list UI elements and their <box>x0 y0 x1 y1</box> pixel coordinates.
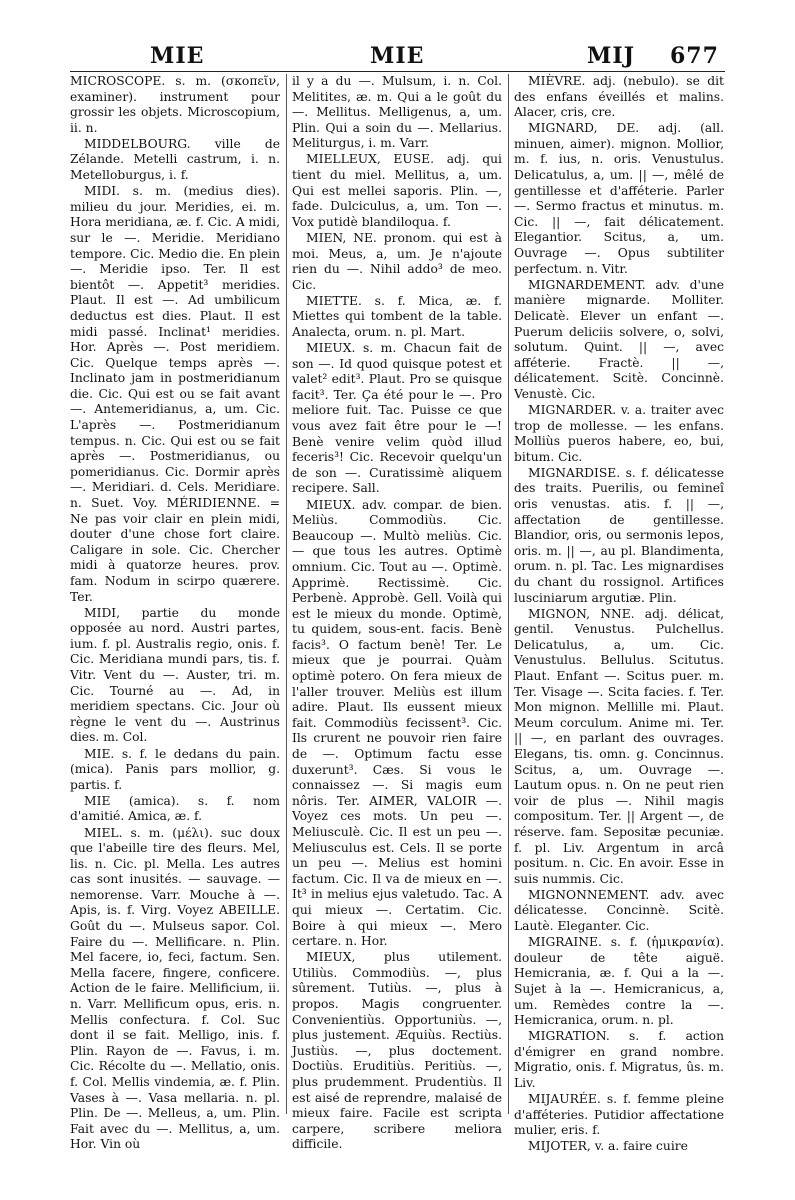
column-2 <box>292 74 502 1152</box>
column-divider <box>508 74 509 1114</box>
entry: MIÈVRE. adj. (nebulo). se dit des enfans éveillés et malins. Alacer, cris, cre. <box>514 74 724 120</box>
entry: MIE. s. f. le dedans du pain. (mica). Panis pars mollior, g. partis. f. <box>70 746 280 792</box>
page-header <box>70 42 725 72</box>
entry: MIGNARDEMENT. adv. d'une manière mignarde. Molliter. Delicatè. Elever un enfant —. Puerum deliciis solvere, o, solvi, solutum. Quint. || —, avec afféterie. Fractè. || —, délicatement. Scitè. Concinnè. Venustè. Cic. <box>514 277 724 401</box>
entry: MIETTE. s. f. Mica, æ. f. Miettes qui tombent de la table. Analecta, orum. n. pl. Mart. <box>292 293 502 339</box>
entry: MIE (amica). s. f. nom d'amitié. Amica, æ. f. <box>70 793 280 824</box>
entry: MICROSCOPE. s. m. (σκοπεῖν, examiner). instrument pour grossir les objets. Microscopium, ii. n. <box>70 74 280 135</box>
right-guide-word: MIJ <box>587 43 636 69</box>
entry: MIEUX. adv. compar. de bien. Meliùs. Commodiùs. Cic. Beaucoup —. Multò meliùs. Cic. — que tous les autres. Optimè omnium. Cic. Tout au —. Optimè. Apprimè. Rectissimè. Cic. Perbenè. Approbè. Gell. Voilà qui est le mieux du monde. Optimè, tu quidem, sous-ent. facis. Benè facis³. O factum benè! Ter. Le mieux que je pourrai. Quàm optimè potero. On fera mieux de l'aller trouver. Meliùs est illum adire. Plaut. Ils eussent mieux fait. Commodiùs fecissent³. Cic. Ils crurent ne pouvoir rien faire de —. Optimum factu esse duxerunt³. Cæs. Si vous le connaissez —. Si magis eum nôris. Ter. AIMER, VALOIR —. Voyez ces mots. Un peu —. Meliusculè. Cic. Il est un peu —. Meliusculus est. Cels. Il se porte un peu —. Melius est homini factum. Cic. Il va de mieux en —. It³ in melius ejus valetudo. Tac. A qui mieux —. Certatim. Cic. Boire à qui mieux —. Mero certare. n. Hor. <box>292 497 502 949</box>
entry: MIDI, partie du monde opposée au nord. Austri partes, ium. f. pl. Australis regio, onis. f. Cic. Meridiana mundi pars, tis. f. Vitr. Vent du —. Auster, tri. m. Cic. Tourné au —. Ad, in meridiem spectans. Cic. Jour où règne le vent du —. Austrinus dies. m. Col. <box>70 605 280 745</box>
entry: MIEUX, plus utilement. Utiliùs. Commodiùs. —, plus sûrement. Tutiùs. —, plus à propos. Magis congruenter. Convenientiùs. Opportuniùs. —, plus justement. Æquiùs. Rectiùs. Justiùs. —, plus doctement. Doctiùs. Eruditiùs. Peritiùs. —, plus prudemment. Prudentiùs. Il est aisé de reprendre, malaisé de mieux faire. Facile est scripta carpere, scribere meliora difficile. <box>292 950 502 1152</box>
entry: MIGRAINE. s. f. (ἡμικρανία). douleur de tête aiguë. Hemicrania, æ. f. Qui a la —. Sujet à la —. Hemicranicus, a, um. Remèdes contre la —. Hemicranica, orum. n. pl. <box>514 935 724 1028</box>
entry: MIEUX. s. m. Chacun fait de son —. Id quod quisque potest et valet² edit³. Plaut. Pro se quisque facit³. Ter. Ça été pour le —. Pro meliore fuit. Tac. Puisse ce que vous avez fait être pour le —! Benè venire velim quòd illud feceris³! Cic. Recevoir quelqu'un de son —. Curatissimè aliquem recipere. Sall. <box>292 341 502 496</box>
header-rule <box>70 71 725 72</box>
page-number: 677 <box>670 43 719 69</box>
column-3 <box>514 74 724 1154</box>
left-guide-word: MIE <box>150 43 205 69</box>
dictionary-page <box>70 42 725 1154</box>
entry: MIDI. s. m. (medius dies). milieu du jour. Meridies, ei. m. Hora meridiana, æ. f. Cic. A midi, sur le —. Meridie. Meridiano tempore. Cic. Medio die. En plein —. Meridie ipso. Ter. Il est bientôt —. Appetit³ meridies. Plaut. Il est —. Ad umbilicum deductus est dies. Plaut. Il est midi passé. Inclinat¹ meridies. Hor. Après —. Post meridiem. Cic. Quelque temps après —. Inclinato jam in postmeridianum die. Cic. Qui est ou se fait avant —. Antemeridianus, a, um. Cic. L'après —. Postmeridianum tempus. n. Cic. Qui est ou se fait après —. Postmeridianus, ou pomeridianus. Cic. Dormir après —. Meridiari. d. Cels. Meridiare. n. Suet. Voy. MÉRIDIENNE. = Ne pas voir clair en plein midi, douter d'une chose fort claire. Caligare in sole. Cic. Chercher midi à quatorze heures. prov. fam. Nodum in scirpo quærere. Ter. <box>70 184 280 604</box>
center-guide-word: MIE <box>370 43 425 69</box>
entry: MIELLEUX, EUSE. adj. qui tient du miel. Mellitus, a, um. Qui est mellei saporis. Plin. —, fade. Dulciculus, a, um. Ton —. Vox putidè blandiloqua. f. <box>292 152 502 229</box>
entry: MIGNARDER. v. a. traiter avec trop de mollesse. — les enfans. Molliùs pueros habere, eo, bui, bitum. Cic. <box>514 402 724 464</box>
columns <box>70 74 725 1154</box>
entry: MIEL. s. m. (μέλι). suc doux que l'abeille tire des fleurs. Mel, lis. n. Cic. pl. Mella. Les autres cas sont inusités. — sauvage. — nemorense. Varr. Mouche à —. Apis, is. f. Virg. Voyez ABEILLE. Goût du —. Mulseus sapor. Col. Faire du —. Mellificare. n. Plin. Mel facere, io, feci, factum. Sen. Mella facere, fingere, conficere. Action de le faire. Mellificium, ii. n. Varr. Mellificum opus, eris. n. Mellis confectura. f. Col. Suc dont il se fait. Melligo, inis. f. Plin. Rayon de —. Favus, i. m. Cic. Récolte du —. Mellatio, onis. f. Col. Mellis vindemia, æ. f. Plin. Vases à —. Vasa mellaria. n. pl. Plin. De —. Melleus, a, um. Plin. Fait avec du —. Mellitus, a, um. Hor. Vin où <box>70 825 280 1152</box>
entry: MIGNARDISE. s. f. délicatesse des traits. Puerilis, ou femineî oris venustas. atis. f. || —, affectation de gentillesse. Blandior, oris, ou sermonis lepos, oris. m. || —, au pl. Blandimenta, orum. n. pl. Tac. Les mignardises du chant du rossignol. Artifices lusciniarum argutiæ. Plin. <box>514 465 724 605</box>
entry: MIGNARD, DE. adj. (all. minuen, aimer). mignon. Mollior, m. f. ius, n. oris. Venustulus. Delicatulus, a, um. || —, mêlé de gentillesse et d'afféterie. Parler —. Sermo fractus et minutus. m. Cic. || —, fait délicatement. Elegantior. Scitus, a, um. Ouvrage —. Opus subtiliter perfectum. n. Vitr. <box>514 121 724 276</box>
entry: MIJOTER, v. a. faire cuire <box>528 1139 688 1154</box>
entry: MIGRATION. s. f. action d'émigrer en grand nombre. Migratio, onis. f. Migratus, ûs. m. Liv. <box>514 1029 724 1090</box>
entry: MIGNONNEMENT. adv. avec délicatesse. Concinnè. Scitè. Lautè. Eleganter. Cic. <box>514 887 724 934</box>
entry: MIJAURÉE. s. f. femme pleine d'afféteries. Putidior affectatione mulier, eris. f. <box>514 1092 724 1138</box>
entry: MIDDELBOURG. ville de Zélande. Metelli castrum, i. n. Metelloburgus, i. f. <box>70 136 280 183</box>
entry: il y a du —. Mulsum, i. n. Col. Melitites, æ. m. Qui a le goût du —. Mellitus. Melligenus, a, um. Plin. Qui a soin du —. Mellarius. Meliturgus, i. m. Varr. <box>292 74 502 151</box>
entry: MIGNON, NNE. adj. délicat, gentil. Venustus. Pulchellus. Delicatulus, a, um. Cic. Venustulus. Bellulus. Scitutus. Plaut. Enfant —. Scitus puer. m. Ter. Visage —. Scita facies. f. Ter. Mon mignon. Mellille mi. Plaut. Meum corculum. Anime mi. Ter. || —, en parlant des ouvrages. Elegans, tis. omn. g. Concinnus. Scitus, a, um. Ouvrage —. Lautum opus. n. On ne peut rien voir de plus —. Nihil magis compositum. Ter. || Argent —, de réserve. fam. Sepositæ pecuniæ. f. pl. Liv. Argentum in arcâ positum. n. Cic. En avoir. Esse in suis nummis. Cic. <box>514 606 724 886</box>
column-1 <box>70 74 280 1152</box>
entry: MIEN, NE. pronom. qui est à moi. Meus, a, um. Je n'ajoute rien du —. Nihil addo³ de meo. Cic. <box>292 230 502 292</box>
column-divider <box>286 74 287 1114</box>
